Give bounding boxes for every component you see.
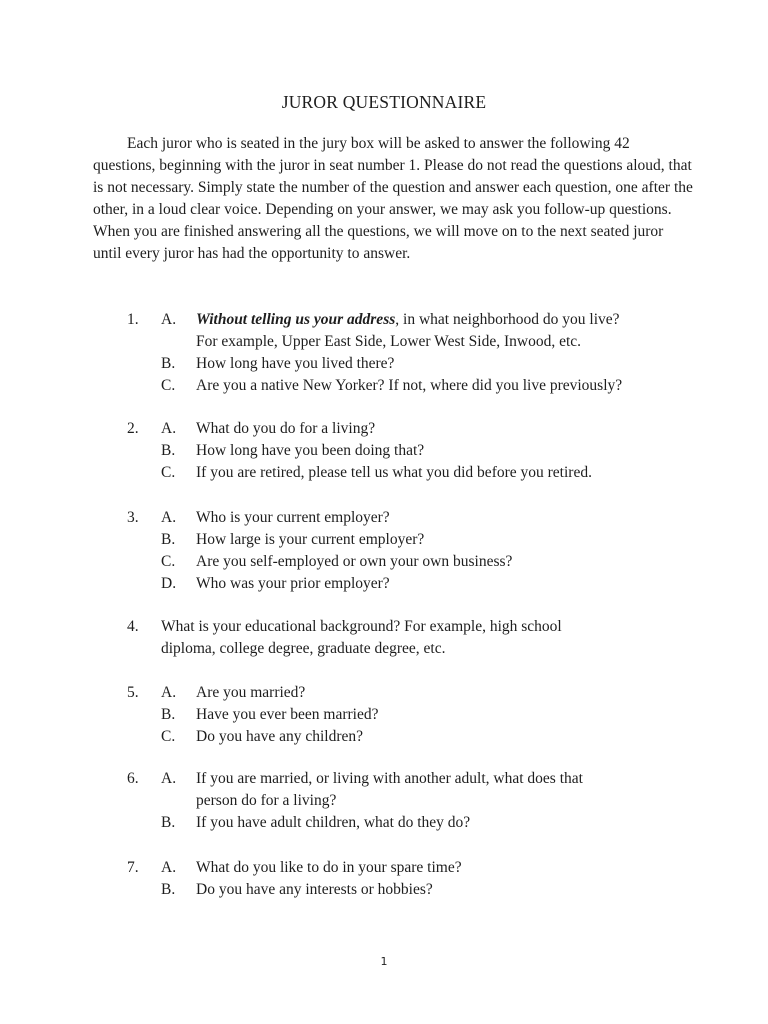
sub-letter: A.: [161, 420, 177, 437]
page-number: 1: [380, 955, 388, 968]
sub-letter: C.: [161, 728, 176, 745]
sub-letter: B.: [161, 531, 176, 548]
sub-question-continuation: person do for a living?: [196, 792, 337, 809]
sub-question-text: What do you do for a living?: [196, 420, 376, 437]
question-number: 7.: [127, 859, 139, 876]
sub-question-text: What do you like to do in your spare time?: [196, 859, 462, 876]
sub-letter: A.: [161, 509, 177, 526]
sub-question-text: How large is your current employer?: [196, 531, 425, 548]
question-1: [0, 309, 768, 397]
question-3: [0, 507, 768, 595]
sub-letter: B.: [161, 881, 176, 898]
question-number: 1.: [127, 311, 139, 328]
intro-paragraph: Each juror who is seated in the jury box will be asked to answer the following 42 questions, beginning with the juror in seat number 1. Please do not read the questions aloud, that is not necessary. Simply state the number of the question and answer each question, one after the other, in a loud clear voice. Depending on your answer, we may ask you follow-up questions. When you are finished answering all the questions, we will move on to the next seated juror until every juror has had the opportunity to answer.: [93, 135, 693, 262]
sub-question-text: Are you self-employed or own your own business?: [196, 553, 513, 570]
question-text-continuation: diploma, college degree, graduate degree, etc.: [161, 640, 446, 657]
sub-question-text: If you are retired, please tell us what you did before you retired.: [196, 464, 592, 481]
sub-question-text: If you are married, or living with another adult, what does that: [196, 770, 583, 787]
question-number: 5.: [127, 684, 139, 701]
sub-question-text: Are you married?: [196, 684, 306, 701]
sub-question-text: Do you have any interests or hobbies?: [196, 881, 433, 898]
emphasis-text: Without telling us your address: [196, 311, 396, 328]
sub-letter: B.: [161, 355, 176, 372]
sub-question-rest: , in what neighborhood do you live?: [395, 311, 620, 328]
sub-letter: C.: [161, 464, 176, 481]
sub-letter: B.: [161, 814, 176, 831]
sub-letter: B.: [161, 706, 176, 723]
sub-question-text: How long have you been doing that?: [196, 442, 425, 459]
sub-question-text: Who was your prior employer?: [196, 575, 390, 592]
question-text: What is your educational background? For example, high school: [161, 618, 562, 635]
sub-question-text: Do you have any children?: [196, 728, 363, 745]
sub-letter: B.: [161, 442, 176, 459]
sub-question-text: Are you a native New Yorker? If not, where did you live previously?: [196, 377, 623, 394]
page-title: JUROR QUESTIONNAIRE: [281, 92, 487, 112]
question-number: 3.: [127, 509, 139, 526]
sub-letter: A.: [161, 770, 177, 787]
question-7: [0, 857, 768, 901]
sub-letter: C.: [161, 377, 176, 394]
question-5: [0, 682, 768, 748]
question-4: [0, 616, 768, 660]
sub-question-text: How long have you lived there?: [196, 355, 395, 372]
sub-letter: C.: [161, 553, 176, 570]
sub-question-text: Have you ever been married?: [196, 706, 379, 723]
sub-question-text: If you have adult children, what do they do?: [196, 814, 471, 831]
sub-letter: A.: [161, 311, 177, 328]
question-6: [0, 768, 768, 834]
sub-question-continuation: For example, Upper East Side, Lower West Side, Inwood, etc.: [196, 333, 582, 350]
question-number: 2.: [127, 420, 139, 437]
sub-letter: A.: [161, 859, 177, 876]
question-2: [0, 418, 768, 484]
question-number: 4.: [127, 618, 139, 635]
sub-question-text: [196, 309, 620, 331]
question-number: 6.: [127, 770, 139, 787]
sub-letter: D.: [161, 575, 177, 592]
sub-letter: A.: [161, 684, 177, 701]
sub-question-text: Who is your current employer?: [196, 509, 390, 526]
